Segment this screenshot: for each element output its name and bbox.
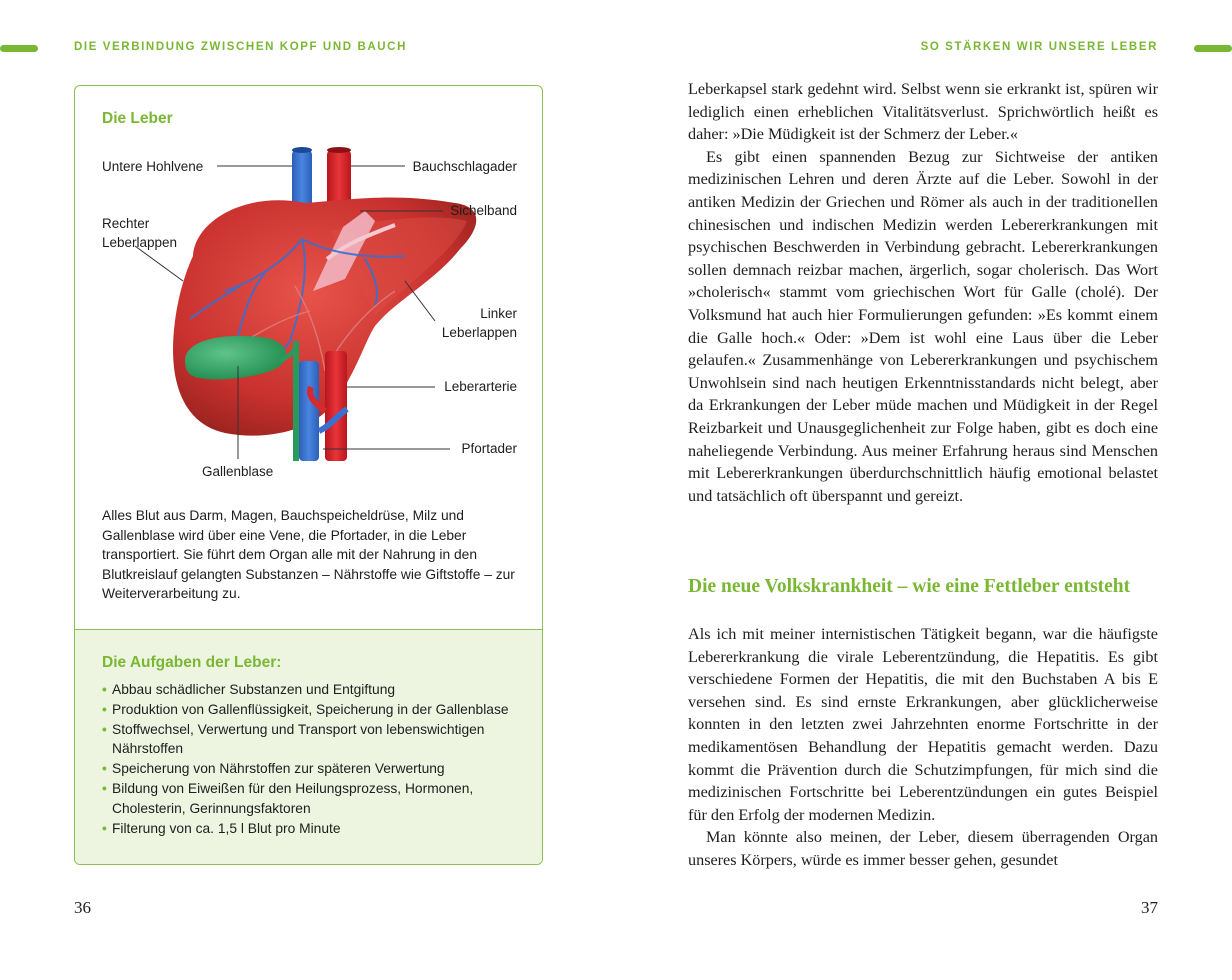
left-running-head: DIE VERBINDUNG ZWISCHEN KOPF UND BAUCH — [74, 41, 407, 53]
tasks-title: Die Aufgaben der Leber: — [102, 654, 282, 671]
page-number-right: 37 — [1141, 898, 1158, 917]
tasks-list — [102, 680, 522, 838]
list-item: • Produktion von Gallenflüssigkeit, Speicherung in der Gallenblase — [102, 701, 509, 717]
paragraph-2: Es gibt einen spannenden Bezug zur Sichtweise der antiken medizinischen Lehren und deren Ärzte auf die Leber. Sowohl in der antiken Medizin der Griechen und Römer als auch in der traditionellen chinesischen und indischen Medizin werden Lebererkrankungen mit psychischen Beschwerden in Verbindung gebracht. Lebererkrankungen sollen demnach reizbar machen, ärgerlich, sogar cholerisch. Das Wort »cholerisch« stammt vom griechischen Wort für Galle (cholé). Der Volksmund hat auch hier Formulierungen gefunden: »Es kommt einem die Galle hoch.« Oder: »Dem ist wohl eine Laus über die Leber gelaufen.« Zusammenhänge von Lebererkrankungen und psychischem Unwohlsein sind nach heutigen Erkenntnisstandards nicht belegt, aber da Erkrankungen der Leber müde machen und Müdigkeit in der Regel Reizbarkeit und Unausgeglichenheit zur Folge haben, gibt es doch eine naheliegende Verbindung. Aus meiner Erfahrung heraus sind Menschen mit Lebererkrankungen überdurchschnittlich häufig emotional belastet und tatsächlich oft überspannt und gereizt. — [688, 147, 1158, 505]
right-column-top — [688, 78, 1158, 507]
list-item: • Speicherung von Nährstoffen zur späteren Verwertung — [102, 761, 445, 777]
label-rechter-line1: Rechter — [102, 216, 150, 231]
label-gallenblase: Gallenblase — [202, 464, 274, 479]
label-bauchschlagader: Bauchschlagader — [412, 159, 517, 174]
paragraph-3: Als ich mit meiner internistischen Tätigkeit begann, war die häufigste Lebererkrankung die virale Leberentzündung, die Hepatitis. Es gibt verschiedene Formen der Hepatitis, die mit den Buchstaben A bis E versehen sind. Es sind ernste Erkrankungen, aber glücklicherweise konnten in den letzten zwei Jahrzehnten enorme Fortschritte in der medikamentösen Behandlung der Hepatitis gemacht werden. Dazu kommt die Prävention durch die Schutzimpfungen, für mich sind die medizinischen Fortschritte bei Leberentzündungen ein gutes Beispiel für den Erfolg der modernen Medizin. — [688, 625, 1158, 824]
page-number-left: 36 — [74, 898, 91, 917]
label-linker-leberlappen — [442, 304, 517, 342]
label-pfortader: Pfortader — [461, 441, 517, 456]
aorta-bottom — [325, 351, 347, 461]
left-edge-tab — [0, 45, 38, 52]
right-edge-tab — [1194, 45, 1232, 52]
list-item: • Abbau schädlicher Substanzen und Entgiftung — [102, 682, 396, 697]
right-column-bottom — [688, 623, 1158, 872]
right-running-head: SO STÄRKEN WIR UNSERE LEBER — [920, 41, 1158, 53]
list-item: • Filterung von ca. 1,5 l Blut pro Minute — [102, 820, 341, 836]
paragraph-1: Leberkapsel stark gedehnt wird. Selbst wenn sie erkrankt ist, spüren wir lediglich einen erheblichen Vitalitätsverlust. Sprichwörtlich heißt es daher: »Die Müdigkeit ist der Schmerz der Leber.« — [688, 80, 1158, 144]
label-leberarterie: Leberarterie — [444, 379, 517, 394]
label-linker-line1: Linker — [480, 306, 517, 321]
label-untere-hohlvene: Untere Hohlvene — [102, 159, 204, 174]
label-rechter-leberlappen — [102, 214, 177, 252]
list-item: • Stoffwechsel, Verwertung und Transport von lebenswichtigen Nährstoffen — [102, 721, 485, 757]
liver-illustration — [75, 141, 543, 491]
liver-info-box — [74, 85, 543, 865]
bile-duct — [293, 341, 299, 461]
label-sichelband: Sichelband — [450, 203, 517, 218]
paragraph-4: Man könnte also meinen, der Leber, diesem überragenden Organ unseres Körpers, würde es immer besser gehen, gesundet — [688, 828, 1158, 869]
figure-caption: Alles Blut aus Darm, Magen, Bauchspeicheldrüse, Milz und Gallenblase wird über eine Vene, die Pfortader, in die Leber transportiert. Sie führt dem Organ alle mit der Nahrung in den Blutkreislauf gelangten Substanzen – Nährstoffe wie Giftstoffe – zur Weiterverarbeitung zu. — [102, 508, 515, 601]
label-rechter-line2: Leberlappen — [102, 235, 178, 250]
list-item: • Bildung von Eiweißen für den Heilungsprozess, Hormonen, Cholesterin, Gerinnungsfaktoren — [102, 780, 474, 816]
liver-tasks-panel — [75, 629, 543, 865]
portal-vein — [299, 361, 319, 461]
section-subheading: Die neue Volkskrankheit – wie eine Fettleber entsteht — [688, 576, 1131, 597]
label-linker-line2: Leberlappen — [441, 325, 517, 340]
box-title: Die Leber — [102, 110, 173, 127]
